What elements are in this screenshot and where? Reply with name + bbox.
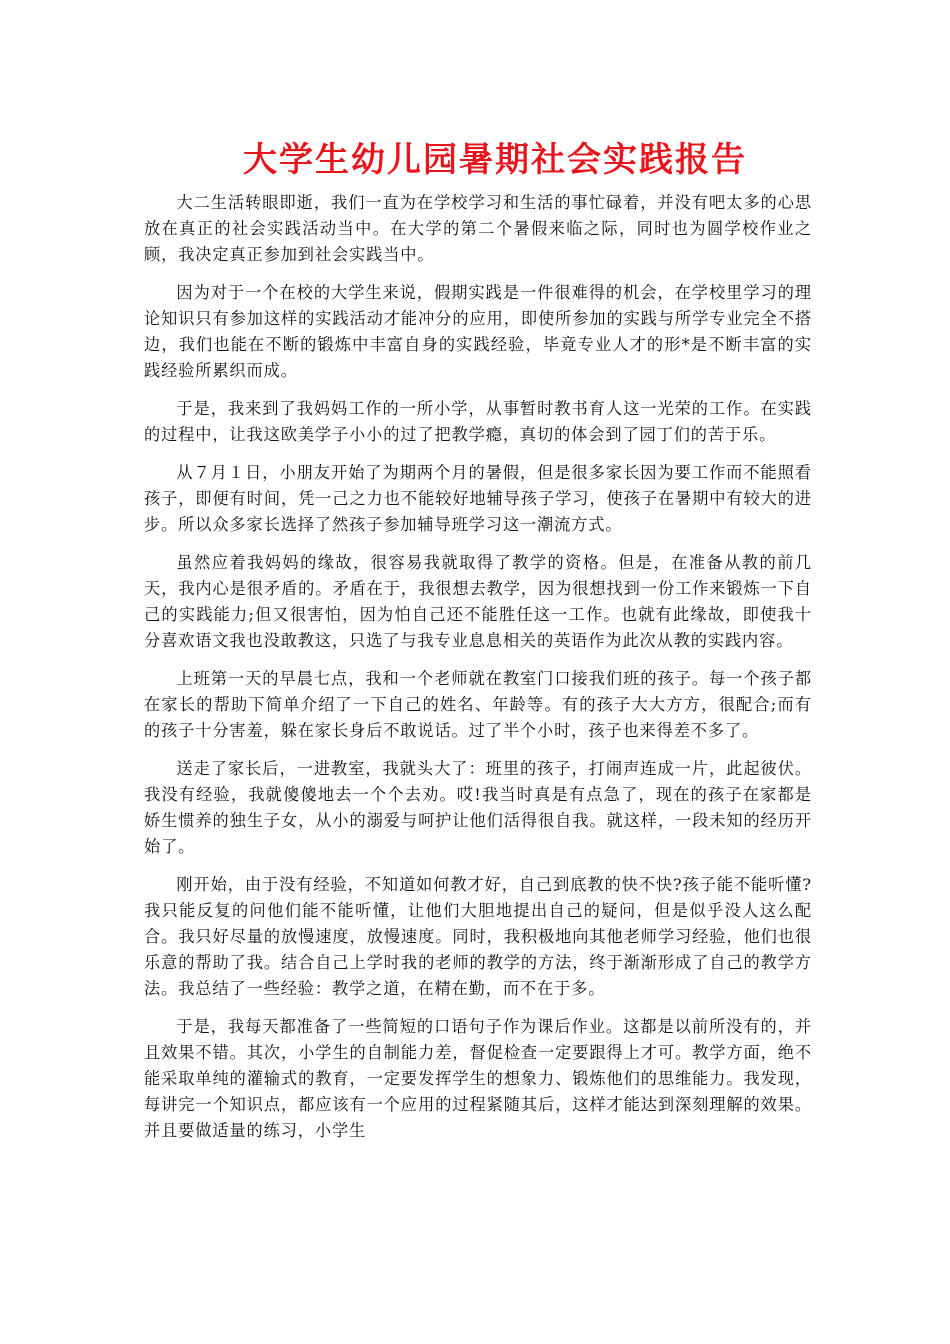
paragraph: 于是，我每天都准备了一些简短的口语句子作为课后作业。这都是以前所没有的，并且效果不错。其次，小学生的自制能力差，督促检查一定要跟得上才可。教学方面，绝不能采取单纯的灌输式的教育，一定要发挥学生的想象力、锻炼他们的思维能力。我发现，每讲完一个知识点，都应该有一个应用的过程紧随其后，这样才能达到深刻理解的效果。并且要做适量的练习，小学生 bbox=[144, 1017, 812, 1140]
paragraph: 刚开始，由于没有经验，不知道如何教才好，自己到底教的快不快?孩子能不能听懂?我只能反复的问他们能不能听懂，让他们大胆地提出自己的疑问，但是似乎没人这么配合。我只好尽量的放慢速度，放慢速度。同时，我积极地向其他老师学习经验，他们也很乐意的帮助了我。结合自己上学时我的老师的教学的方法，终于渐渐形成了自己的教学方法。我总结了一些经验：教学之道，在精在勤，而不在于多。 bbox=[144, 875, 812, 998]
document-title: 大学生幼儿园暑期社会实践报告 bbox=[243, 140, 747, 180]
paragraph: 上班第一天的早晨七点，我和一个老师就在教室门口接我们班的孩子。每一个孩子都在家长的帮助下简单介绍了一下自己的姓名、年龄等。有的孩子大大方方，很配合;而有的孩子十分害羞，躲在家长身后不敢说话。过了半个小时，孩子也来得差不多了。 bbox=[144, 669, 812, 740]
paragraph: 因为对于一个在校的大学生来说，假期实践是一件很难得的机会，在学校里学习的理论知识只有参加这样的实践活动才能冲分的应用，即使所参加的实践与所学专业完全不搭边，我们也能在不断的锻炼中丰富自身的实践经验，毕竟专业人才的形*是不断丰富的实践经验所累织而成。 bbox=[144, 283, 812, 380]
paragraph: 大二生活转眼即逝，我们一直为在学校学习和生活的事忙碌着，并没有吧太多的心思放在真正的社会实践活动当中。在大学的第二个暑假来临之际，同时也为圆学校作业之顾，我决定真正参加到社会实践当中。 bbox=[144, 193, 812, 264]
paragraph: 从７月１日，小朋友开始了为期两个月的暑假，但是很多家长因为要工作而不能照看孩子，即便有时间，凭一己之力也不能较好地辅导孩子学习，使孩子在暑期中有较大的进步。所以众多家长选择了然孩子参加辅导班学习这一潮流方式。 bbox=[144, 463, 812, 534]
document-body bbox=[144, 190, 812, 1156]
paragraph: 虽然应着我妈妈的缘故，很容易我就取得了教学的资格。但是，在准备从教的前几天，我内心是很矛盾的。矛盾在于，我很想去教学，因为很想找到一份工作来锻炼一下自己的实践能力;但又很害怕，因为怕自己还不能胜任这一工作。也就有此缘故，即使我十分喜欢语文我也没敢教这，只选了与我专业息息相关的英语作为此次从教的实践内容。 bbox=[144, 553, 812, 650]
paragraph: 于是，我来到了我妈妈工作的一所小学，从事暂时教书育人这一光荣的工作。在实践的过程中，让我这欧美学子小小的过了把教学瘾，真切的体会到了园丁们的苦于乐。 bbox=[144, 399, 812, 444]
paragraph: 送走了家长后，一进教室，我就头大了：班里的孩子，打闹声连成一片，此起彼伏。我没有经验，我就傻傻地去一个个去劝。哎!我当时真是有点急了，现在的孩子在家都是娇生惯养的独生子女，从小的溺爱与呵护让他们活得很自我。就这样，一段未知的经历开始了。 bbox=[144, 759, 812, 856]
